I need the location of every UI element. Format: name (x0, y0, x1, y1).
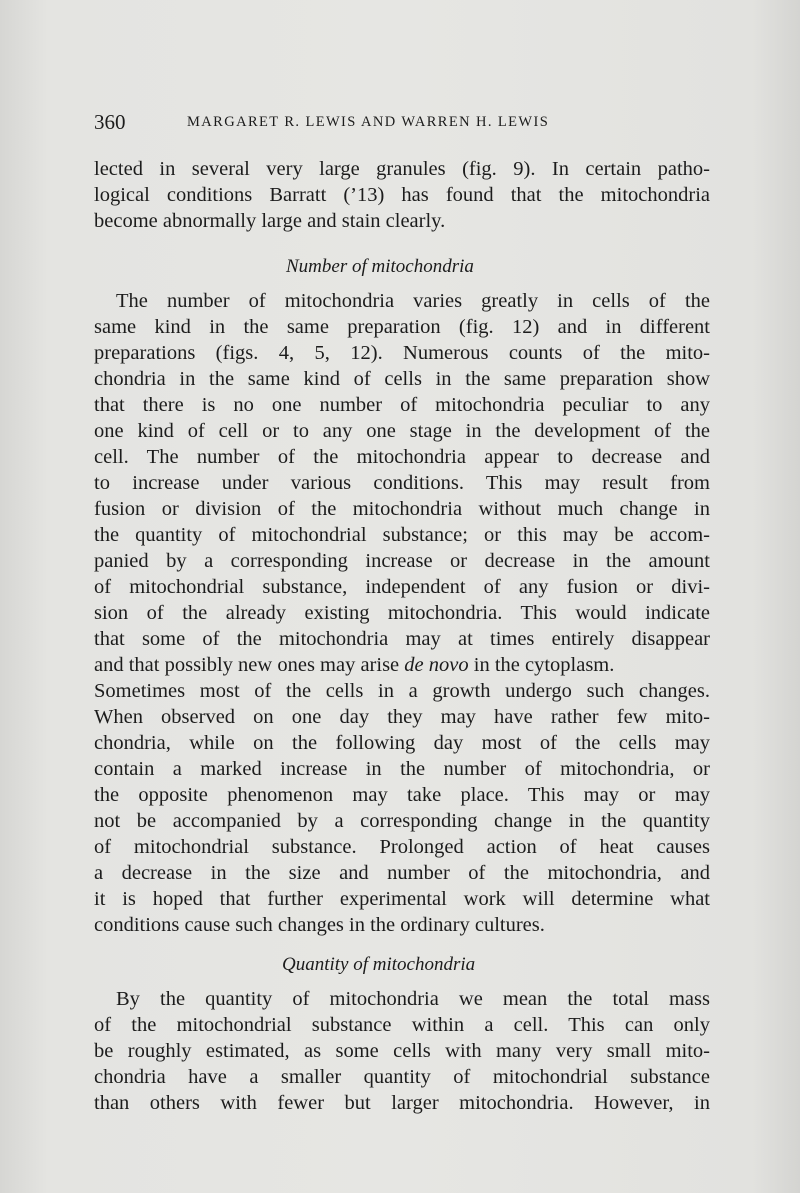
text-line: than others with fewer but larger mitochondria. However, in (94, 1092, 710, 1114)
page-header (94, 110, 614, 140)
text-line: panied by a corresponding increase or decrease in the amount (94, 550, 710, 572)
text-line: preparations (figs. 4, 5, 12). Numerous counts of the mito- (94, 342, 710, 364)
text-line: conditions cause such changes in the ordinary cultures. (94, 914, 545, 936)
page-number: 360 (94, 110, 126, 134)
text-line: chondria in the same kind of cells in the same preparation show (94, 368, 710, 390)
text-line: that there is no one number of mitochondria peculiar to any (94, 394, 710, 416)
text-line: When observed on one day they may have rather few mito- (94, 706, 710, 728)
text-line: contain a marked increase in the number of mitochondria, or (94, 758, 710, 780)
text-line: a decrease in the size and number of the mitochondria, and (94, 862, 710, 884)
text-line: be roughly estimated, as some cells with many very small mito- (94, 1040, 710, 1062)
section-heading-number: Number of mitochondria (286, 256, 474, 277)
text-line: Sometimes most of the cells in a growth undergo such changes. (94, 680, 710, 702)
text-line: fusion or division of the mitochondria without much change in (94, 498, 710, 520)
text-line: one kind of cell or to any one stage in the development of the (94, 420, 710, 442)
text-line: sion of the already existing mitochondria. This would indicate (94, 602, 710, 624)
italic-term: de novo (404, 654, 469, 676)
text-line: to increase under various conditions. This may result from (94, 472, 710, 494)
text-line: of mitochondrial substance. Prolonged action of heat causes (94, 836, 710, 858)
text-line: the opposite phenomenon may take place. This may or may (94, 784, 710, 806)
text-line: it is hoped that further experimental work will determine what (94, 888, 710, 910)
section-heading-quantity: Quantity of mitochondria (282, 954, 476, 975)
text-line: chondria have a smaller quantity of mitochondrial substance (94, 1066, 710, 1088)
text-line: cell. The number of the mitochondria appear to decrease and (94, 446, 710, 468)
text-line: same kind in the same preparation (fig. 12) and in different (94, 316, 710, 338)
text-line: of the mitochondrial substance within a cell. This can only (94, 1014, 710, 1036)
text-line: that some of the mitochondria may at times entirely disappear (94, 628, 710, 650)
text-line: not be accompanied by a corresponding change in the quantity (94, 810, 710, 832)
text-line: logical conditions Barratt (’13) has found that the mitochondria (94, 184, 710, 206)
running-head: MARGARET R. LEWIS AND WARREN H. LEWIS (187, 114, 550, 130)
text-segment: in the cytoplasm. (468, 654, 615, 676)
text-line: chondria, while on the following day most of the cells may (94, 732, 710, 754)
text-segment: and that possibly new ones may arise (94, 654, 405, 676)
text-line: become abnormally large and stain clearly. (94, 210, 446, 232)
text-line-with-italic (94, 652, 614, 678)
text-line: lected in several very large granules (fig. 9). In certain patho- (94, 158, 710, 180)
text-line: The number of mitochondria varies greatly in cells of the (116, 290, 710, 312)
text-line: the quantity of mitochondrial substance; or this may be accom- (94, 524, 710, 546)
text-line: By the quantity of mitochondria we mean the total mass (116, 988, 710, 1010)
text-line: of mitochondrial substance, independent of any fusion or divi- (94, 576, 710, 598)
